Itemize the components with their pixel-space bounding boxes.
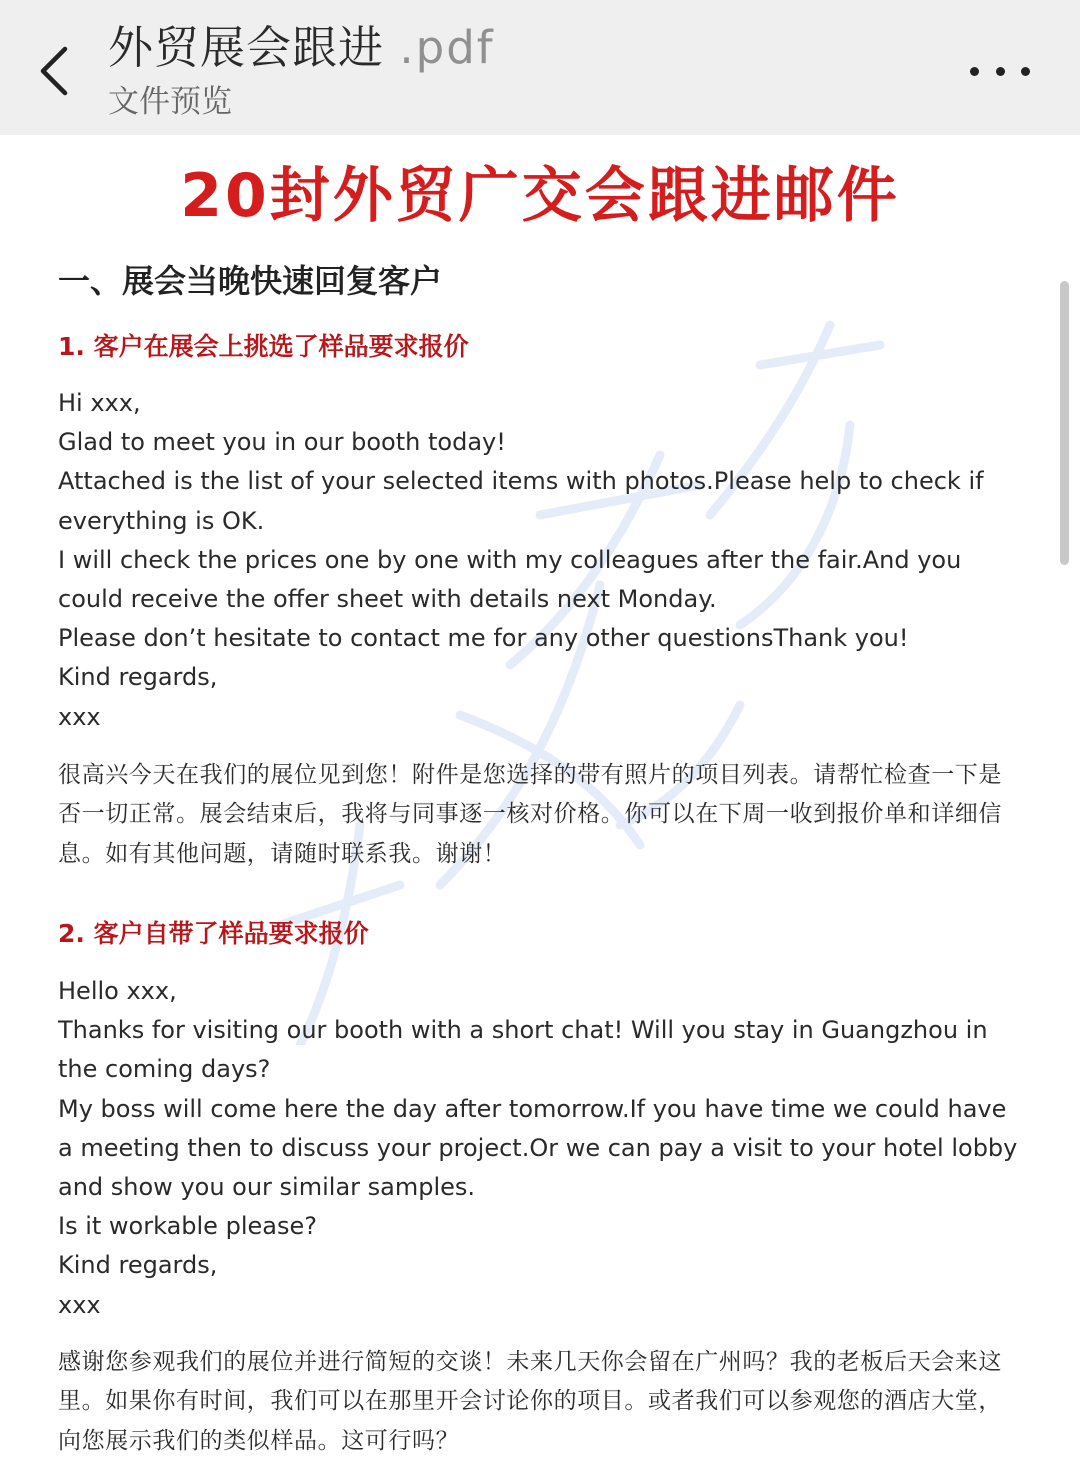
- email-line: Attached is the list of your selected items with photos.Please help to check if everything is OK.: [58, 467, 984, 535]
- file-title-text: 外贸展会跟进: [108, 21, 385, 74]
- email-line: Kind regards,: [58, 663, 218, 692]
- file-name: [108, 18, 495, 78]
- more-options-button[interactable]: [970, 48, 1030, 94]
- item-2-email: [58, 972, 1018, 1325]
- more-horizontal-icon-dot-2: [996, 67, 1005, 76]
- item-1-heading: 1. 客户在展会上挑选了样品要求报价: [58, 332, 469, 361]
- email-line: Please don’t hesitate to contact me for any other questionsThank you!: [58, 624, 909, 653]
- document-title: 20封外贸广交会跟进邮件: [180, 161, 900, 231]
- more-horizontal-icon: [970, 67, 979, 76]
- header-titles: [108, 18, 495, 124]
- email-line: Kind regards,: [58, 1251, 218, 1280]
- email-line: Hi xxx,: [58, 389, 141, 417]
- back-button[interactable]: [26, 36, 82, 106]
- email-line: I will check the prices one by one with my colleagues after the fair.And you could receive the offer sheet with details next Monday.: [58, 545, 962, 614]
- email-line: Hello xxx,: [58, 977, 177, 1005]
- section-title-1: 一、展会当晚快速回复客户: [58, 262, 443, 300]
- email-line: Thanks for visiting our booth with a short chat! Will you stay in Guangzhou in the coming days?: [58, 1016, 988, 1084]
- email-line: My boss will come here the day after tomorrow.If you have time we could have a meeting then to discuss your project.Or we can pay a visit to your hotel lobby and show you our similar samples.: [58, 1094, 1018, 1202]
- email-line: xxx: [58, 1290, 101, 1319]
- chevron-left-icon: [37, 45, 71, 97]
- file-extension: .pdf: [399, 21, 495, 74]
- email-line: Is it workable please?: [58, 1212, 317, 1241]
- item-1-translation: 很高兴今天在我们的展位见到您！附件是您选择的带有照片的项目列表。请帮忙检查一下是否一切正常。展会结束后，我将与同事逐一核对价格。你可以在下周一收到报价单和详细信息。如有其他问题，请随时联系我。谢谢！: [58, 762, 1002, 867]
- email-line: xxx: [58, 702, 101, 731]
- email-line: Glad to meet you in our booth today!: [58, 428, 506, 457]
- item-2-heading: 2. 客户自带了样品要求报价: [58, 919, 369, 948]
- more-horizontal-icon-dot-3: [1021, 67, 1030, 76]
- item-1-email: [58, 384, 1018, 737]
- item-2-translation: 感谢您参观我们的展位并进行简短的交谈！未来几天你会留在广州吗？我的老板后天会来这里。如果你有时间，我们可以在那里开会讨论你的项目。或者我们可以参观您的酒店大堂，向您展示我们的类似样品。这可行吗？: [58, 1349, 1002, 1454]
- file-preview-label: 文件预览: [108, 84, 232, 120]
- preview-header: [0, 0, 1080, 135]
- scrollbar-thumb[interactable]: [1060, 281, 1069, 565]
